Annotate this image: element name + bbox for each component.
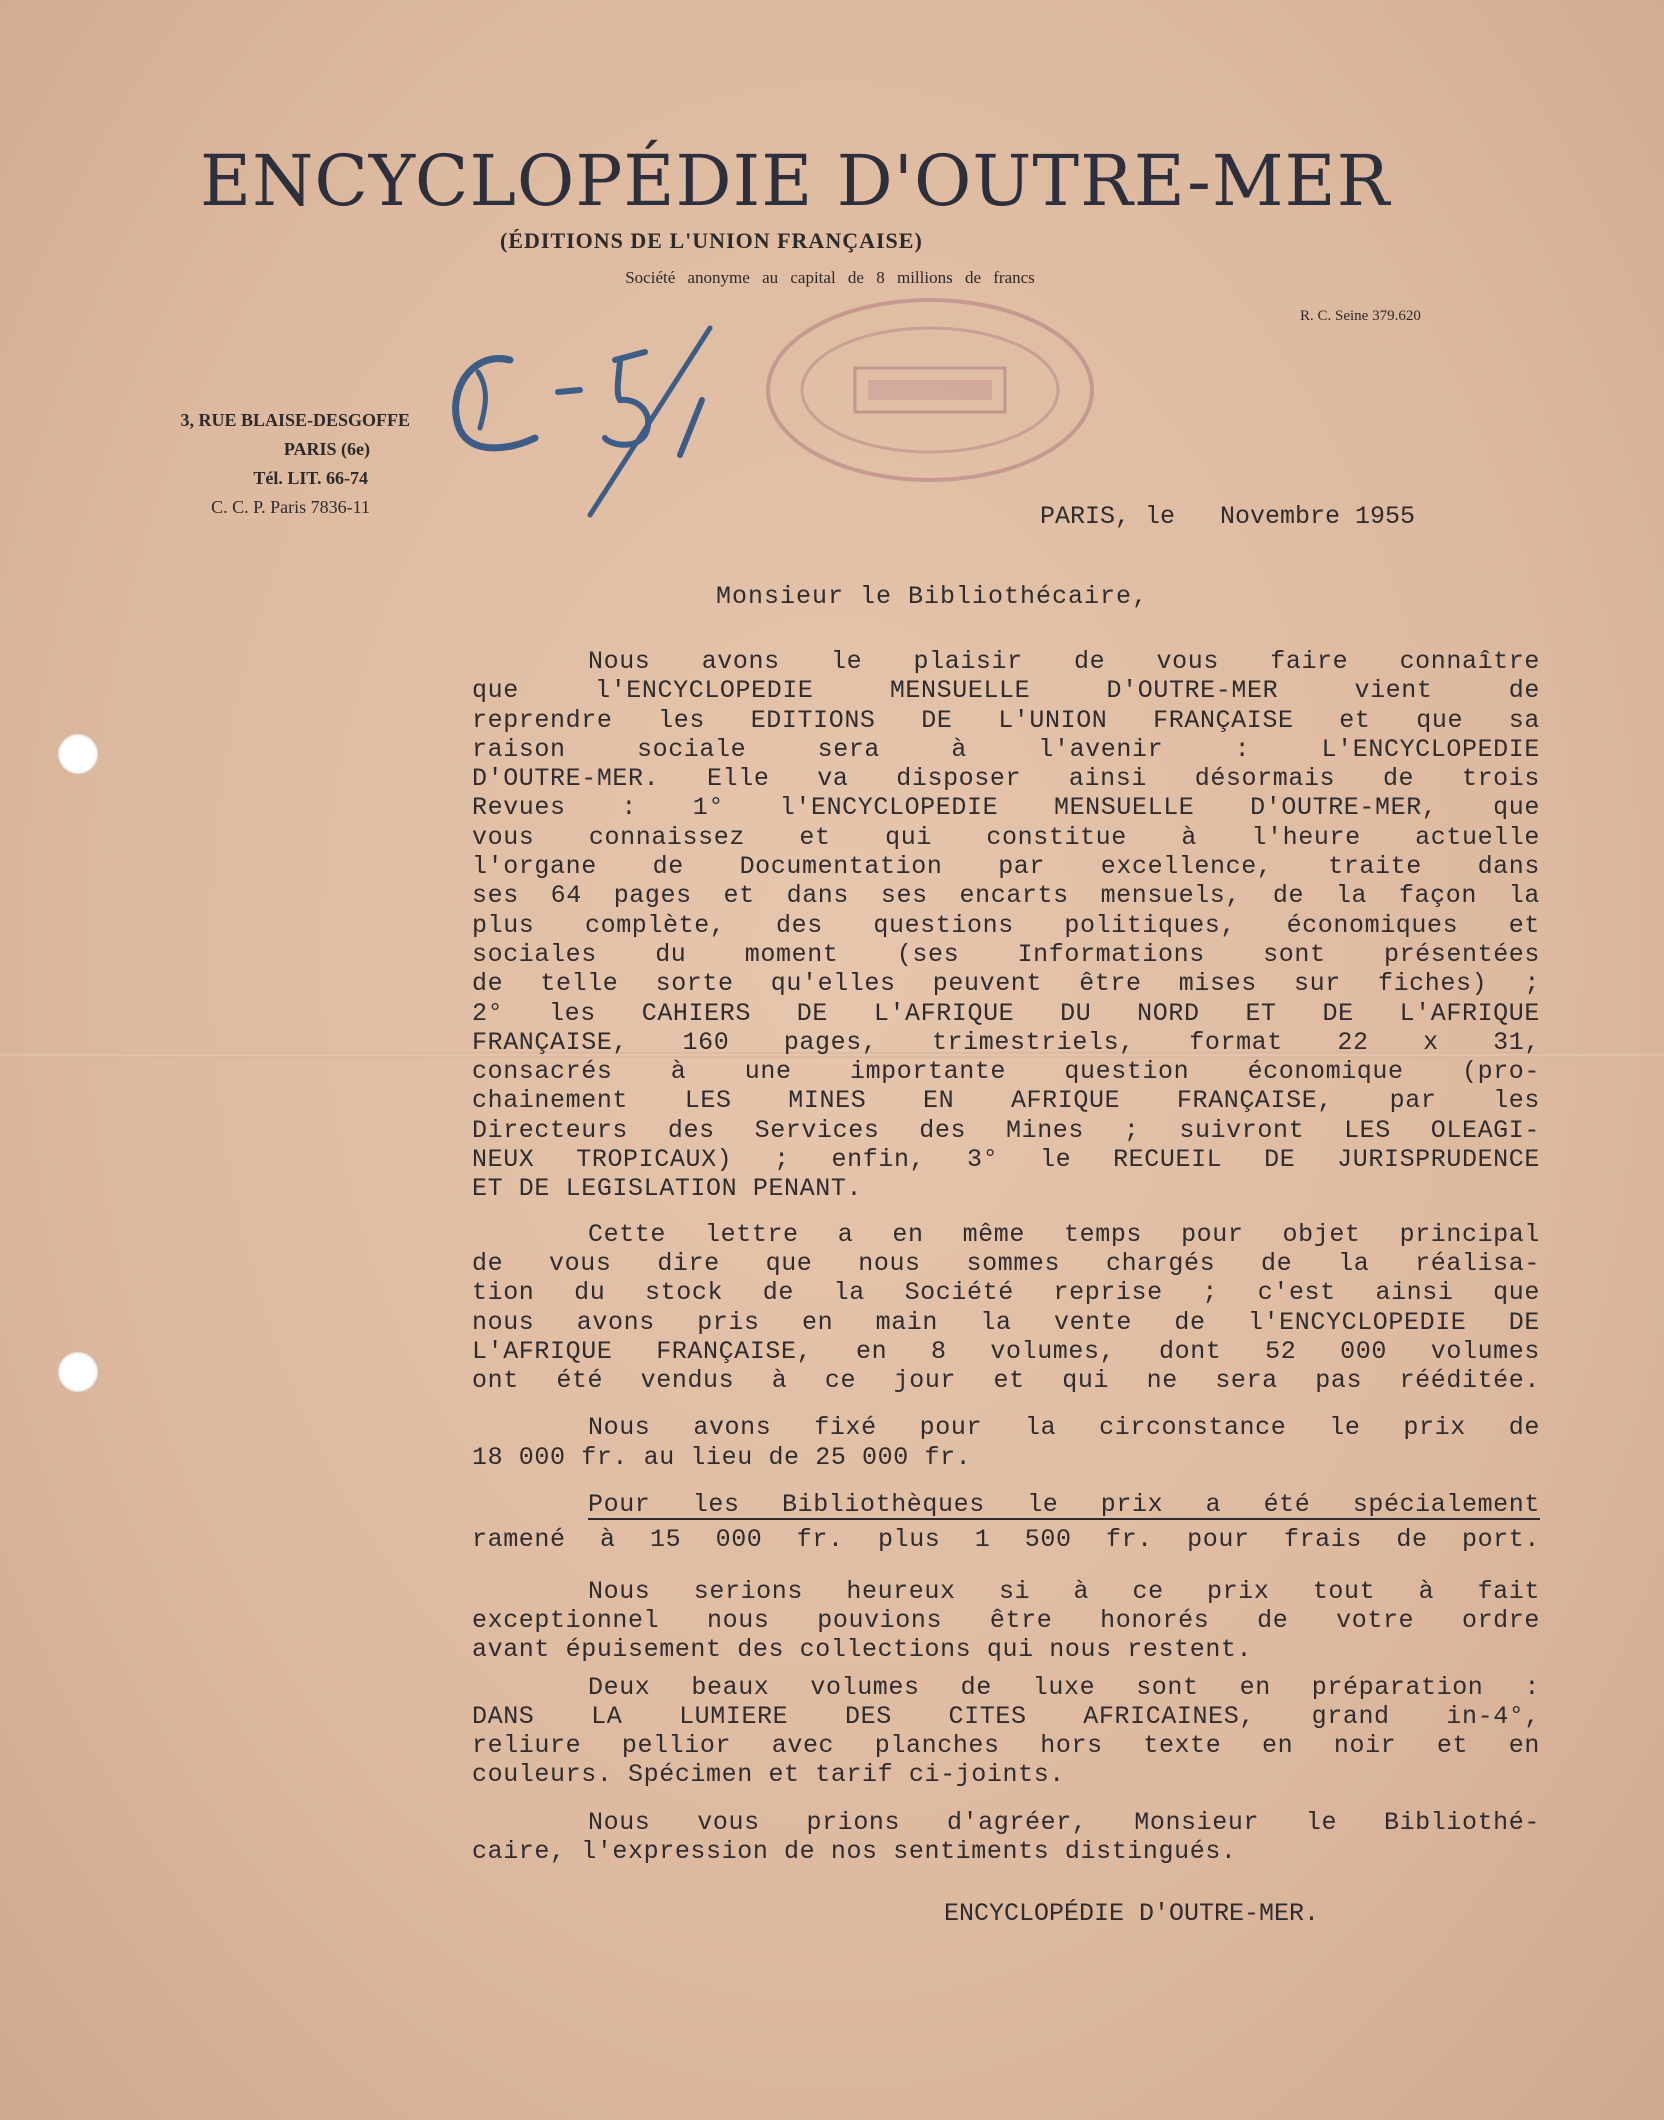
body-line: Cette lettre a en même temps pour objet principal: [588, 1219, 1540, 1249]
signature: ENCYCLOPÉDIE D'OUTRE-MER.: [944, 1899, 1320, 1928]
body-line: vous connaissez et qui constitue à l'heure actuelle: [472, 822, 1540, 852]
archive-stamp-icon: [760, 290, 1100, 510]
body-line: couleurs. Spécimen et tarif ci-joints.: [472, 1760, 1065, 1790]
body-line: l'organe de Documentation par excellence, traite dans: [472, 852, 1540, 882]
body-line: plus complète, des questions politiques, économiques et: [472, 910, 1540, 940]
body-line: FRANÇAISE, 160 pages, trimestriels, format 22 x 31,: [472, 1027, 1540, 1057]
body-line: Deux beaux volumes de luxe sont en préparation :: [588, 1672, 1540, 1702]
body-line: ses 64 pages et dans ses encarts mensuels, de la façon la: [472, 881, 1540, 911]
body-line: de telle sorte qu'elles peuvent être mises sur fiches) ;: [472, 969, 1540, 999]
body-line: 2° les CAHIERS DE L'AFRIQUE DU NORD ET DE L'AFRIQUE: [472, 998, 1540, 1028]
letterhead-society: Société anonyme au capital de 8 millions de francs: [625, 268, 1035, 287]
body-line: exceptionnel nous pouvions être honorés de votre ordre: [472, 1605, 1540, 1635]
body-line: que l'ENCYCLOPEDIE MENSUELLE D'OUTRE-MER vient de: [472, 676, 1540, 706]
sender-address: [110, 406, 410, 522]
body-line: DANS LA LUMIERE DES CITES AFRICAINES, grand in-4°,: [472, 1701, 1540, 1731]
body-line: tion du stock de la Société reprise ; c'est ainsi que: [472, 1278, 1540, 1308]
body-line: reliure pellior avec planches hors texte en noir et en: [472, 1731, 1540, 1761]
body-line: ont été vendus à ce jour et qui ne sera pas rééditée.: [472, 1366, 1540, 1396]
body-line: chainement LES MINES EN AFRIQUE FRANÇAISE, par les: [472, 1086, 1540, 1116]
body-line: Nous serions heureux si à ce prix tout à fait: [588, 1576, 1540, 1606]
salutation: Monsieur le Bibliothécaire,: [716, 582, 1149, 611]
body-line: raison sociale sera à l'avenir : L'ENCYCLOPEDIE: [472, 734, 1540, 764]
letterhead-registry: R. C. Seine 379.620: [1300, 308, 1421, 324]
address-ccp: C. C. P. Paris 7836-11: [211, 497, 370, 517]
body-line: Nous avons le plaisir de vous faire connaître: [588, 647, 1540, 676]
body-line: nous avons pris en main la vente de l'ENCYCLOPEDIE DE: [472, 1307, 1540, 1337]
punch-hole-bottom: [58, 1352, 98, 1392]
body-line-underlined: Pour les Bibliothèques le prix a été spécialement: [588, 1490, 1540, 1520]
date-line: PARIS, le Novembre 1955: [1040, 502, 1416, 531]
body-line-underlined: ramené à 15 000 fr. plus 1 500 fr. pour frais de port.: [472, 1525, 1540, 1555]
body-line: reprendre les EDITIONS DE L'UNION FRANÇAISE et que sa: [472, 705, 1540, 735]
body-line: sociales du moment (ses Informations sont présentées: [472, 939, 1540, 969]
letterhead-title: ENCYCLOPÉDIE D'OUTRE-MER: [200, 140, 1391, 222]
punch-hole-top: [58, 734, 98, 774]
body-line: D'OUTRE-MER. Elle va disposer ainsi désormais de trois: [472, 764, 1540, 794]
letterhead-subtitle: (ÉDITIONS DE L'UNION FRANÇAISE): [500, 228, 923, 253]
handwritten-annotation-icon: [440, 320, 760, 530]
body-line: consacrés à une importante question économique (pro-: [472, 1057, 1540, 1087]
body-line: avant épuisement des collections qui nous restent.: [472, 1635, 1253, 1665]
body-line: Directeurs des Services des Mines ; suivront LES OLEAGI-: [472, 1115, 1540, 1145]
body-line: 18 000 fr. au lieu de 25 000 fr.: [472, 1442, 972, 1472]
address-street: 3, RUE BLAISE-DESGOFFE: [180, 410, 410, 430]
address-tel: Tél. LIT. 66-74: [253, 468, 368, 488]
body-line: L'AFRIQUE FRANÇAISE, en 8 volumes, dont 52 000 volumes: [472, 1336, 1540, 1366]
address-city: PARIS (6e): [283, 439, 370, 459]
body-line: ET DE LEGISLATION PENANT.: [472, 1174, 863, 1204]
body-line: de vous dire que nous sommes chargés de la réalisa-: [472, 1248, 1540, 1278]
body-line: Revues : 1° l'ENCYCLOPEDIE MENSUELLE D'OUTRE-MER, que: [472, 793, 1540, 823]
body-line: Nous vous prions d'agréer, Monsieur le Bibliothé-: [588, 1807, 1540, 1837]
letter-body: [472, 647, 1540, 1866]
body-line: NEUX TROPICAUX) ; enfin, 3° le RECUEIL DE JURISPRUDENCE: [472, 1145, 1540, 1175]
body-line: caire, l'expression de nos sentiments distingués.: [472, 1836, 1237, 1866]
body-line: Nous avons fixé pour la circonstance le prix de: [588, 1413, 1540, 1443]
